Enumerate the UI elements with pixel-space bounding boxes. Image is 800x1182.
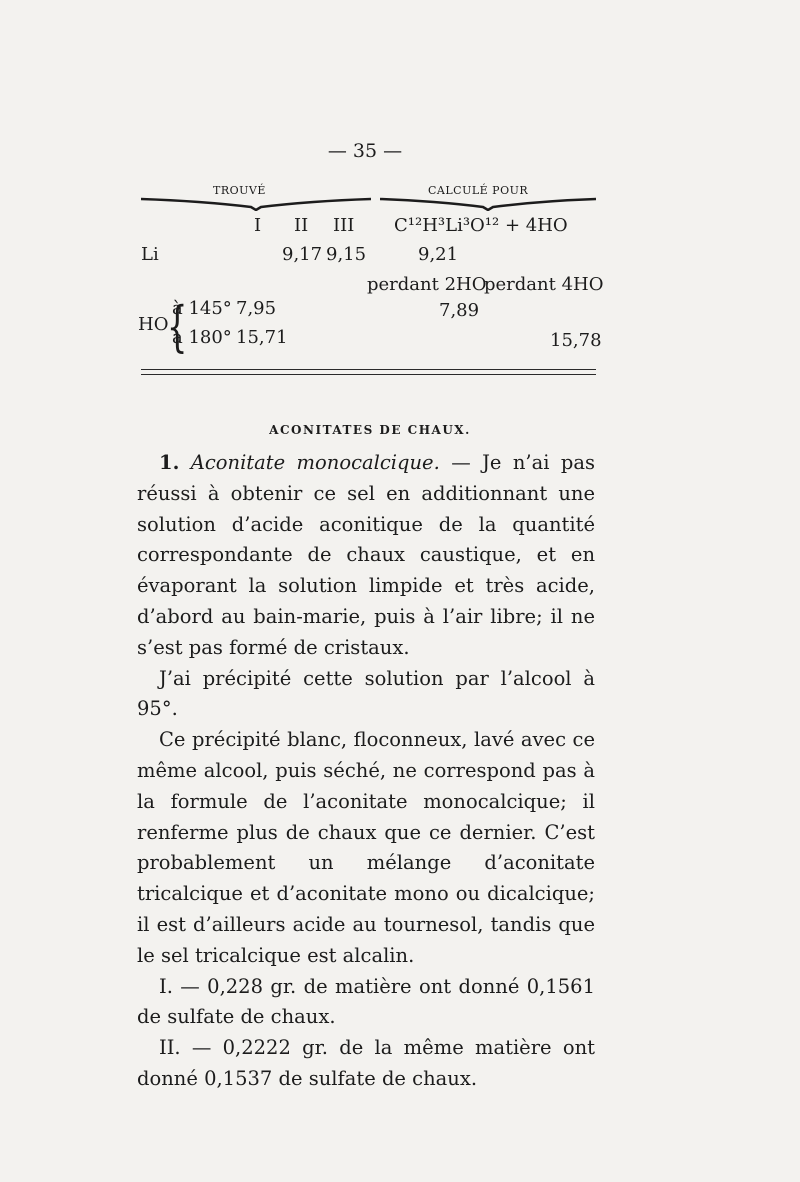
row-ho-a-temp: à 145° xyxy=(172,298,232,319)
col-header-II: II xyxy=(294,215,309,236)
page-number: — 35 — xyxy=(327,140,403,162)
table-bottom-rule-2 xyxy=(141,374,596,375)
row-ho-a-value: 7,95 xyxy=(236,298,277,319)
curly-brace-icon: { xyxy=(166,295,188,358)
subheader-4ho: perdant 4HO xyxy=(484,274,604,295)
paragraph-5: II. — 0,2222 gr. de la même matière ont donné 0,1537 de sulfate de chaux. xyxy=(137,1036,595,1090)
row-li-label: Li xyxy=(141,244,159,265)
brace-calc-icon xyxy=(380,197,596,211)
paragraph-1-number: 1. xyxy=(159,451,180,474)
paragraph-4: I. — 0,228 gr. de matière ont donné 0,1561 de sulfate de chaux. xyxy=(137,974,595,1029)
paragraph-2: J’ai précipité cette solution par l’alcool à 95°. xyxy=(137,666,595,721)
formula: C¹²H³Li³O¹² + 4HO xyxy=(394,215,568,236)
row-ho-b-calc: 15,78 xyxy=(550,330,602,351)
header-found: TROUVÉ xyxy=(213,184,266,197)
brace-found-icon xyxy=(141,197,371,211)
col-header-III: III xyxy=(333,215,355,236)
row-li-II: 9,17 xyxy=(282,244,323,265)
row-ho-label: HO xyxy=(138,314,169,335)
row-li-calc: 9,21 xyxy=(418,244,459,265)
paragraph-1-title: Aconitate monocalcique. xyxy=(190,451,440,474)
row-li-III: 9,15 xyxy=(326,244,367,265)
row-ho-a-calc: 7,89 xyxy=(439,300,480,321)
col-header-I: I xyxy=(254,215,262,236)
row-ho-b-temp: à 180° xyxy=(172,327,232,348)
paragraph-3: Ce précipité blanc, floconneux, lavé avec ce même alcool, puis séché, ne correspond pas à la formule de l’aconitate monocalcique; il renferme plus de chaux que ce dernier. C’est probablement un mélange d’aconitate tricalcique et d’aconitate mono ou dicalcique; il est d’ailleurs acide au tournesol, tandis que le sel tricalcique est alcalin. xyxy=(137,728,595,967)
subheader-2ho: perdant 2HO xyxy=(367,274,487,295)
row-ho-b-value: 15,71 xyxy=(236,327,288,348)
section-heading: ACONITATES DE CHAUX. xyxy=(269,423,471,437)
body-text xyxy=(137,448,595,1095)
header-calculated: CALCULÉ POUR xyxy=(428,184,529,197)
table-bottom-rule xyxy=(141,369,596,370)
paragraph-1-text: — Je n’ai pas réussi à obtenir ce sel en additionnant une solution d’acide aconitique de la quantité correspondante de chaux caustique, et en évaporant la solution limpide et très acide, d’abord au bain-marie, puis à l’air libre; il ne s’est pas formé de cristaux. xyxy=(137,451,595,659)
paragraph-1 xyxy=(137,448,595,664)
